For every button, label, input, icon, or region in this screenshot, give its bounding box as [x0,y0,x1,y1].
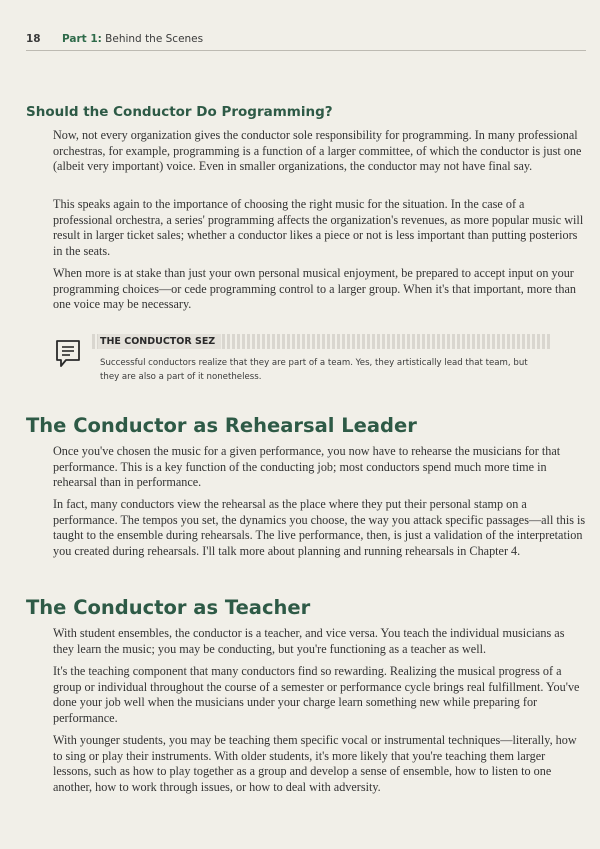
paragraph: When more is at stake than just your own personal musical enjoyment, be prepared to accept input on your programming choices—or cede programming control to a larger group. When it's that important, more than one voice may be necessary. [53,266,576,312]
paragraph: Once you've chosen the music for a given performance, you now have to rehearse the musicians for that performance. This is a key function of the conducting job; most conductors spend much more time in rehearsal than in performance. [53,444,561,490]
page-number: 18 [26,33,41,45]
section-heading-rehearsal-leader: The Conductor as Rehearsal Leader [26,414,417,437]
paragraph: This speaks again to the importance of choosing the right music for the situation. In the case of a professional orchestra, a series' programming affects the organization's revenues, as more popular music will result in larger ticket sales; whether a conductor likes a piece or not is less important than putting posteriors in the seats. [53,197,584,258]
paragraph: With younger students, you may be teaching them specific vocal or instrumental techniques—literally, how to sing or play their instruments. With older students, it's more likely that you're teaching them larger lessons, such as how to play together as a group and develop a sense of ensemble, how to listen to one another, how to work through issues, or how to deal with adversity. [53,733,577,794]
tip-label: THE CONDUCTOR SEZ [98,334,221,349]
speech-bubble-icon [54,338,82,368]
part-title: Behind the Scenes [105,33,204,45]
paragraph: In fact, many conductors view the rehearsal as the place where they put their personal stamp on a performance. The tempos you set, the dynamics you choose, the way you attack specific passages—all this is taught to the ensemble during rehearsals. The live performance, then, is just a validation of the interpretation you created during rehearsals. I'll talk more about planning and running rehearsals in Chapter 4. [53,497,586,558]
section-heading-programming: Should the Conductor Do Programming? [26,104,333,120]
running-header [26,33,586,45]
paragraph: With student ensembles, the conductor is a teacher, and vice versa. You teach the individual musicians as they learn the music; you may be conducting, but you're functioning as a teacher as well. [53,626,565,656]
tip-text: Successful conductors realize that they are part of a team. Yes, they artistically lead that team, but they are also a part of it nonetheless. [100,358,528,382]
part-label: Part 1: [61,33,102,45]
paragraph: It's the teaching component that many conductors find so rewarding. Realizing the musical progress of a group or individual throughout the course of a semester or performance cycle brings real fulfillment. You've done your job well when the musicians under your charge learn something new while preparing for performance. [53,664,580,725]
section-heading-teacher: The Conductor as Teacher [26,596,311,619]
header-divider [26,50,586,51]
paragraph: Now, not every organization gives the conductor sole responsibility for programming. In many professional orchestras, for example, programming is a function of a larger committee, of which the conductor is just one (albeit very important) voice. Even in smaller organizations, the conductor may not have final say. [53,128,582,174]
